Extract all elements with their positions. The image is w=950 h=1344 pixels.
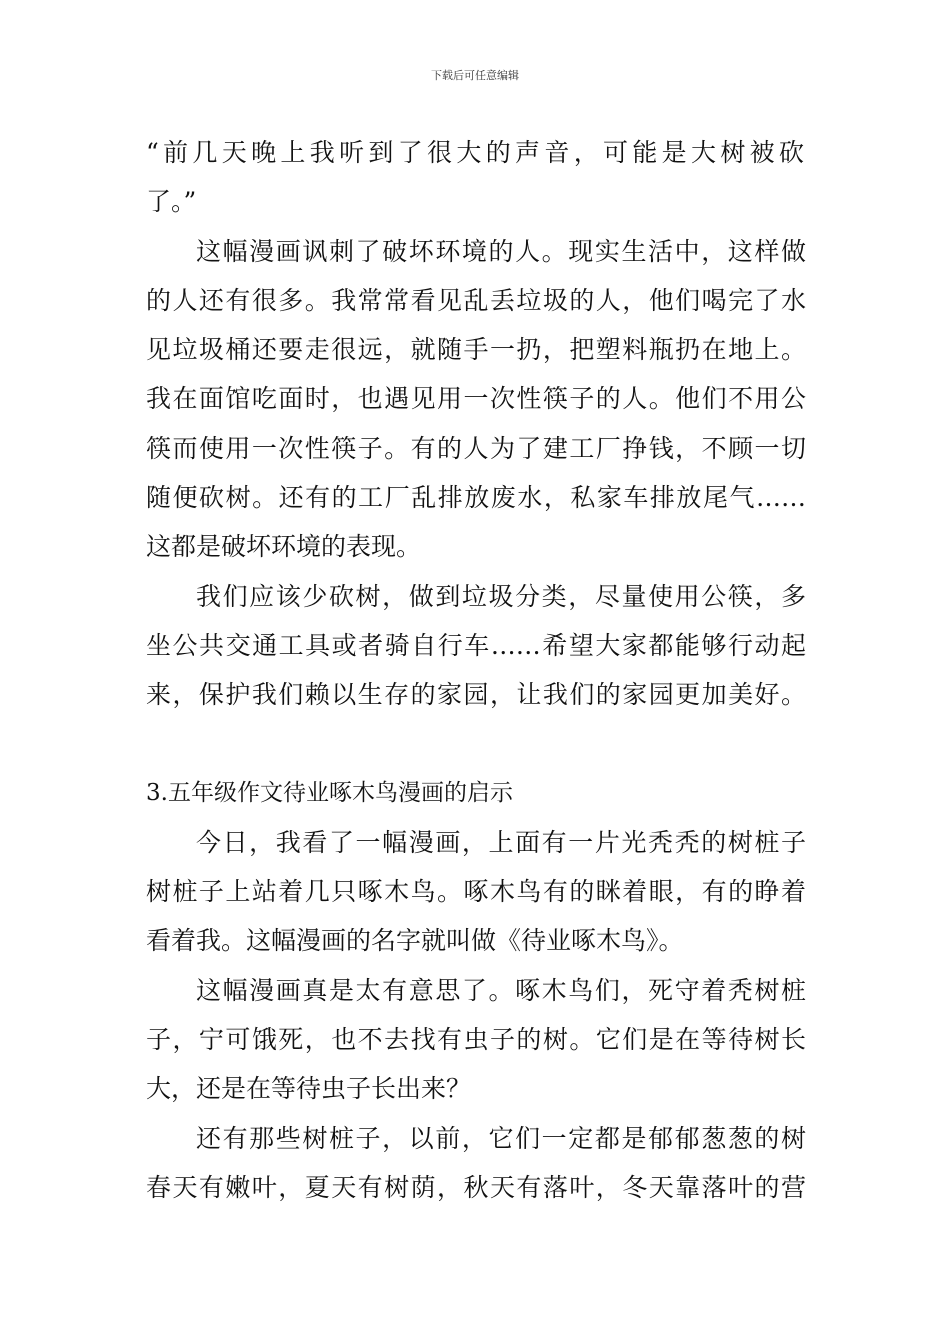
paragraph-environment-damage — [146, 227, 806, 572]
text-line: 这都是破坏环境的表现。 — [146, 532, 422, 562]
quote-paragraph — [146, 128, 806, 227]
paragraph-tree-stumps — [146, 1114, 806, 1213]
header-note: 下载后可任意编辑 — [431, 69, 519, 82]
text-line: “前几天晚上我听到了很大的声音，可能是大树被砍 — [146, 138, 806, 167]
paragraph-cartoon-meaning — [146, 966, 806, 1114]
text-line: 树桩子上站着几只啄木鸟。啄木鸟有的眯着眼，有的睁着 — [146, 877, 806, 907]
text-line: 春天有嫩叶，夏天有树荫，秋天有落叶，冬天靠落叶的营 — [146, 1172, 806, 1202]
text-line: 了。” — [146, 187, 197, 217]
text-line: 子，宁可饿死，也不去找有虫子的树。它们是在等待树长 — [146, 1025, 806, 1055]
text-line: 我在面馆吃面时，也遇见用一次性筷子的人。他们不用公 — [146, 384, 806, 414]
text-line: 的人还有很多。我常常看见乱丢垃圾的人，他们喝完了水 — [146, 285, 806, 315]
text-line: 随便砍树。还有的工厂乱排放废水，私家车排放尾气…… — [146, 483, 806, 513]
paragraph-cartoon-intro — [146, 818, 806, 966]
text-line: 这幅漫画真是太有意思了。啄木鸟们，死守着秃树桩 — [196, 975, 806, 1005]
text-line: 这幅漫画讽刺了破坏环境的人。现实生活中，这样做 — [196, 236, 806, 266]
text-line: 见垃圾桶还要走很远，就随手一扔，把塑料瓶扔在地上。 — [146, 335, 806, 365]
document-body — [146, 128, 806, 1212]
text-line: 坐公共交通工具或者骑自行车……希望大家都能够行动起 — [146, 630, 806, 660]
section-title: 3.五年级作文待业啄木鸟漫画的启示 — [146, 779, 513, 806]
text-line: 大，还是在等待虫子长出来？ — [146, 1074, 472, 1104]
text-line: 看着我。这幅漫画的名字就叫做《待业啄木鸟》。 — [146, 926, 684, 956]
text-line: 还有那些树桩子，以前，它们一定都是郁郁葱葱的树 — [196, 1123, 806, 1153]
paragraph-gap — [146, 720, 806, 769]
text-line: 来，保护我们赖以生存的家园，让我们的家园更加美好。 — [146, 680, 806, 710]
paragraph-call-to-action — [146, 572, 806, 720]
text-line: 筷而使用一次性筷子。有的人为了建工厂挣钱，不顾一切 — [146, 433, 806, 463]
text-line: 今日，我看了一幅漫画，上面有一片光秃秃的树桩子 — [196, 827, 806, 857]
text-line: 我们应该少砍树，做到垃圾分类，尽量使用公筷，多 — [196, 581, 806, 611]
